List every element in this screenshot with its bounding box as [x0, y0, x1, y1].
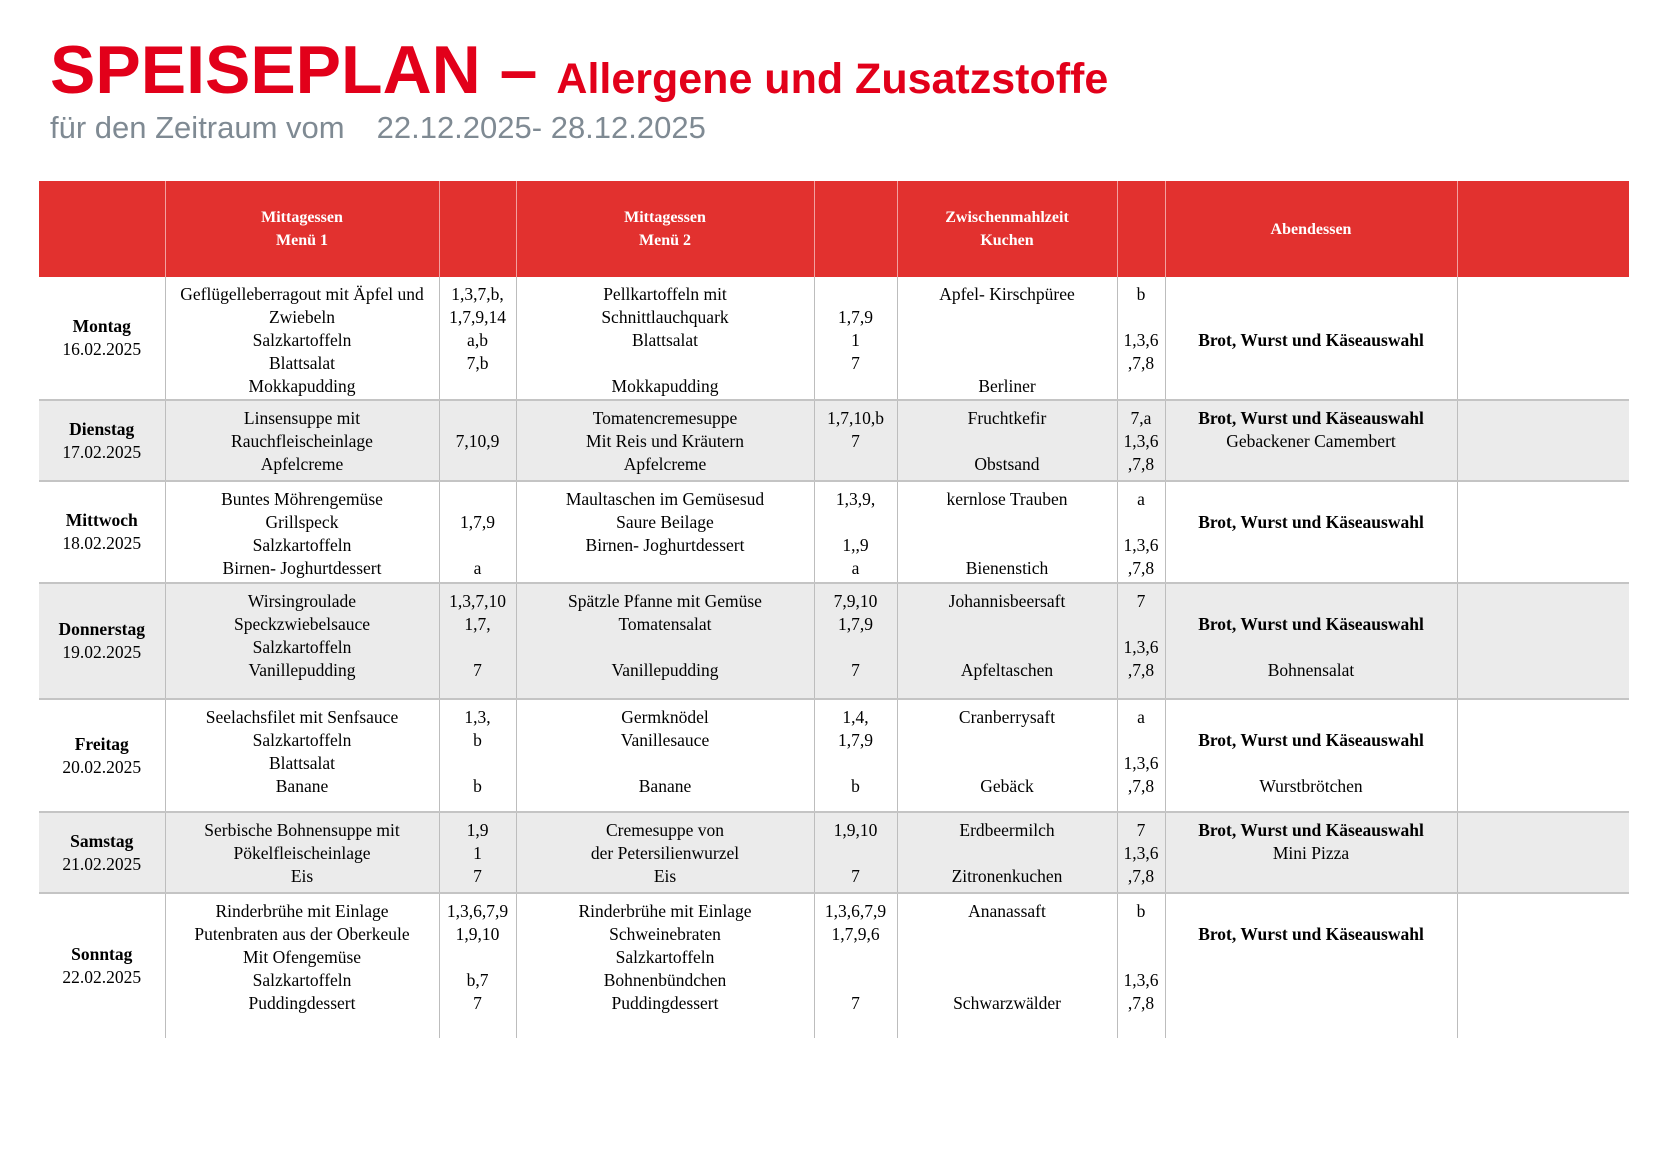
dinner-line: Brot, Wurst und Käseauswahl	[1198, 924, 1424, 944]
menu1-line: Putenbraten aus der Oberkeule	[194, 924, 410, 944]
dinner-line	[1168, 590, 1455, 613]
snack-line: Schwarzwälder	[953, 993, 1061, 1013]
menu2-cell	[516, 699, 814, 812]
period-label: für den Zeitraum vom	[50, 110, 345, 145]
menu2-cell	[516, 400, 814, 481]
menu2-code-line: 1,9,10	[833, 820, 878, 840]
menu2-line: der Petersilienwurzel	[590, 843, 740, 863]
snack-code-line	[1120, 729, 1163, 752]
dinner-cell	[1165, 812, 1457, 893]
menu2-line	[519, 636, 812, 659]
menu2-code-line: 7	[851, 866, 860, 886]
snack-code-line: 1,3,6	[1123, 330, 1159, 350]
menu2-line: Salzkartoffeln	[615, 947, 715, 967]
menu1-code-line	[442, 534, 514, 557]
day-row	[39, 277, 1629, 400]
snack-code-line: ,7,8	[1127, 558, 1155, 578]
menu1-line: Blattsalat	[268, 753, 336, 773]
menu2-line: Vanillepudding	[611, 660, 719, 680]
menu2-line: Birnen- Joghurtdessert	[585, 535, 745, 555]
menu1-line: Rauchfleischeinlage	[231, 431, 373, 451]
snack-code-line: 1,3,6	[1123, 431, 1159, 451]
snack-code-line	[1120, 923, 1163, 946]
snack-line	[900, 613, 1115, 636]
snack-line: Cranberrysaft	[958, 707, 1056, 727]
day-row	[39, 583, 1629, 699]
menu2-line: Banane	[638, 776, 692, 796]
snack-codes-cell	[1117, 277, 1165, 400]
snack-code-line: ,7,8	[1127, 660, 1155, 680]
day-date: 21.02.2025	[62, 853, 142, 874]
menu2-line: Bohnenbündchen	[603, 970, 727, 990]
header-extra	[1457, 181, 1629, 277]
menu1-code-line: 1,3,	[464, 707, 491, 727]
snack-line: Erdbeermilch	[959, 820, 1055, 840]
header-dinner: Abendessen	[1165, 181, 1457, 277]
dinner-line	[1168, 900, 1455, 923]
dinner-cell	[1165, 277, 1457, 400]
menu1-code-line: b,7	[466, 970, 489, 990]
menu1-codes-cell	[439, 583, 516, 699]
day-date: 18.02.2025	[62, 533, 142, 553]
snack-code-line	[1120, 946, 1163, 969]
header-menu2-codes	[814, 181, 897, 277]
dinner-line: Bohnensalat	[1267, 660, 1355, 680]
dinner-line: Gebackener Camembert	[1226, 431, 1396, 451]
menu1-code-line: 7	[473, 866, 482, 886]
menu2-code-line: 1,,9	[842, 535, 869, 555]
menu1-line: Geflügelleberragout mit Äpfel und	[180, 284, 424, 304]
page-header	[50, 30, 1108, 119]
dinner-line: Brot, Wurst und Käseauswahl	[1198, 820, 1424, 840]
snack-code-line	[1120, 613, 1163, 636]
menu1-code-line: 1,9	[466, 820, 489, 840]
menu1-line: Mit Ofengemüse	[242, 947, 362, 967]
menu1-cell	[165, 812, 439, 893]
snack-code-line: a	[1137, 489, 1145, 509]
menu2-line: Tomatensalat	[618, 614, 712, 634]
menu1-code-line: 1,7,9	[460, 512, 495, 532]
snack-code-line: 1,3,6	[1123, 843, 1159, 863]
day-date: 17.02.2025	[62, 441, 142, 462]
menu2-codes-cell	[814, 481, 897, 583]
menu2-code-line: 1,3,9,	[835, 489, 876, 509]
menu2-cell	[516, 277, 814, 400]
menu1-line: Puddingdessert	[248, 993, 356, 1013]
snack-line	[900, 752, 1115, 775]
table-header-row	[39, 181, 1629, 277]
title-subtitle: Allergene und Zusatzstoffe	[556, 55, 1109, 103]
dinner-cell	[1165, 400, 1457, 481]
snack-line	[900, 329, 1115, 352]
menu2-line: Tomatencremesuppe	[592, 408, 738, 428]
menu2-line: Saure Beilage	[616, 512, 714, 532]
snack-line	[900, 946, 1115, 969]
menu2-code-line: 7	[851, 431, 860, 451]
menu2-code-line: 1,7,9	[838, 614, 873, 634]
menu1-line: Apfelcreme	[260, 454, 344, 474]
snack-line	[900, 352, 1115, 375]
snack-line: kernlose Trauben	[946, 489, 1068, 509]
snack-codes-cell	[1117, 481, 1165, 583]
day-name: Sonntag	[71, 944, 133, 964]
menu2-cell	[516, 481, 814, 583]
header-menu1-codes	[439, 181, 516, 277]
title-main-text: SPEISEPLAN –	[50, 32, 538, 108]
header-snack: Zwischenmahlzeit Kuchen	[897, 181, 1117, 277]
menu2-code-line	[817, 946, 895, 969]
dinner-cell	[1165, 481, 1457, 583]
menu1-code-line	[442, 752, 514, 775]
menu2-code-line: 1,7,9	[838, 307, 873, 327]
menu1-code-line: 7,b	[466, 353, 489, 373]
snack-line	[900, 534, 1115, 557]
snack-line	[900, 430, 1115, 453]
day-date: 22.02.2025	[62, 967, 142, 987]
menu1-line: Birnen- Joghurtdessert	[222, 558, 382, 578]
menu2-codes-cell	[814, 893, 897, 1038]
snack-line	[900, 923, 1115, 946]
day-row	[39, 481, 1629, 583]
menu2-code-line	[817, 969, 895, 992]
menu2-codes-cell	[814, 583, 897, 699]
snack-line: Johannisbeersaft	[948, 591, 1066, 611]
header-snack-codes	[1117, 181, 1165, 277]
menu2-codes-cell	[814, 699, 897, 812]
extra-cell	[1457, 893, 1629, 1038]
dinner-line: Mini Pizza	[1272, 843, 1350, 863]
menu1-line: Salzkartoffeln	[252, 330, 352, 350]
snack-line: Gebäck	[980, 776, 1034, 796]
menu1-line: Buntes Möhrengemüse	[221, 489, 383, 509]
dinner-line	[1168, 306, 1455, 329]
snack-code-line	[1120, 511, 1163, 534]
snack-code-line	[1120, 306, 1163, 329]
dinner-line: Brot, Wurst und Käseauswahl	[1198, 730, 1424, 750]
menu1-line: Salzkartoffeln	[252, 637, 352, 657]
snack-code-line: 1,3,6	[1123, 535, 1159, 555]
menu1-code-line	[442, 946, 514, 969]
menu2-codes-cell	[814, 400, 897, 481]
extra-cell	[1457, 481, 1629, 583]
snack-line: Bienenstich	[965, 558, 1049, 578]
menu1-cell	[165, 400, 439, 481]
header-menu1: Mittagessen Menü 1	[165, 181, 439, 277]
snack-code-line: 1,3,6	[1123, 970, 1159, 990]
menu2-code-line: 7,9,10	[833, 591, 878, 611]
header-day	[39, 181, 165, 277]
menu2-code-line: 1,4,	[842, 707, 869, 727]
day-cell	[39, 699, 165, 812]
snack-code-line: ,7,8	[1127, 866, 1155, 886]
snack-code-line: 7	[1136, 591, 1146, 611]
menu1-line: Blattsalat	[268, 353, 336, 373]
day-cell	[39, 481, 165, 583]
day-row	[39, 400, 1629, 481]
snack-cell	[897, 277, 1117, 400]
menu1-line: Wirsingroulade	[247, 591, 357, 611]
extra-cell	[1457, 812, 1629, 893]
menu2-cell	[516, 583, 814, 699]
menu2-line: Schweinebraten	[609, 924, 721, 944]
snack-codes-cell	[1117, 583, 1165, 699]
menu2-line: Maultaschen im Gemüsesud	[565, 489, 765, 509]
snack-code-line: a	[1137, 707, 1145, 727]
dinner-cell	[1165, 699, 1457, 812]
menu2-code-line: a	[851, 558, 860, 578]
dinner-line: Brot, Wurst und Käseauswahl	[1198, 614, 1424, 634]
snack-line	[900, 306, 1115, 329]
menu1-line: Seelachsfilet mit Senfsauce	[205, 707, 399, 727]
menu1-line: Grillspeck	[265, 512, 339, 532]
menu2-line	[519, 352, 812, 375]
snack-line	[900, 842, 1115, 865]
menu2-code-line: 1	[851, 330, 860, 350]
dinner-line	[1168, 283, 1455, 306]
extra-cell	[1457, 277, 1629, 400]
menu2-line: Pellkartoffeln mit	[603, 284, 727, 304]
menu1-code-line: 1,3,7,b,	[451, 284, 504, 304]
menu1-code-line	[442, 488, 514, 511]
menu1-code-line	[442, 636, 514, 659]
menu1-line: Speckzwiebelsauce	[233, 614, 371, 634]
snack-code-line: ,7,8	[1127, 776, 1155, 796]
menu1-codes-cell	[439, 277, 516, 400]
dinner-line: Wurstbrötchen	[1259, 776, 1363, 796]
snack-codes-cell	[1117, 812, 1165, 893]
period-line	[50, 110, 706, 146]
snack-cell	[897, 481, 1117, 583]
menu1-code-line: 7,10,9	[455, 431, 500, 451]
menu1-code-line: a	[473, 558, 482, 578]
menu2-code-line	[817, 283, 895, 306]
snack-line: Obstsand	[974, 454, 1040, 474]
extra-cell	[1457, 400, 1629, 481]
menu2-cell	[516, 893, 814, 1038]
menu1-line: Salzkartoffeln	[252, 730, 352, 750]
dinner-line	[1168, 706, 1455, 729]
menu2-line: Cremesuppe von	[605, 820, 725, 840]
menu1-line: Vanillepudding	[248, 660, 356, 680]
menu1-line: Rinderbrühe mit Einlage	[215, 901, 389, 921]
menu1-code-line: a,b	[467, 330, 488, 350]
dinner-line: Brot, Wurst und Käseauswahl	[1198, 512, 1424, 532]
menu2-line: Mokkapudding	[611, 376, 719, 396]
menu2-code-line: 1,7,10,b	[827, 408, 884, 428]
snack-line: Zitronenkuchen	[951, 866, 1063, 886]
snack-code-line: 7	[1136, 820, 1146, 840]
day-date: 19.02.2025	[62, 642, 142, 662]
menu2-code-line: 7	[851, 993, 860, 1013]
menu1-cell	[165, 893, 439, 1038]
snack-line: Berliner	[978, 376, 1036, 396]
menu1-code-line: 1	[473, 843, 482, 863]
day-date: 20.02.2025	[62, 756, 142, 777]
menu1-line: Eis	[290, 866, 314, 886]
menu2-code-line: 7	[851, 353, 860, 373]
menu2-line: Germknödel	[621, 707, 709, 727]
menu-table	[39, 181, 1629, 1038]
menu2-code-line	[817, 511, 895, 534]
menu1-code-line: 1,7,	[464, 614, 491, 634]
menu1-codes-cell	[439, 893, 516, 1038]
day-cell	[39, 812, 165, 893]
menu1-code-line: 1,3,7,10	[449, 591, 506, 611]
menu2-line: Apfelcreme	[623, 454, 707, 474]
page-title	[50, 30, 1108, 119]
snack-line	[900, 729, 1115, 752]
snack-cell	[897, 699, 1117, 812]
menu2-code-line	[817, 752, 895, 775]
day-row	[39, 893, 1629, 1038]
menu1-code-line: b	[473, 776, 482, 796]
day-name: Dienstag	[69, 418, 135, 439]
menu1-code-line: 7	[473, 660, 482, 680]
menu1-cell	[165, 277, 439, 400]
snack-line: Apfel- Kirschpüree	[939, 284, 1075, 304]
dinner-cell	[1165, 893, 1457, 1038]
header-menu2: Mittagessen Menü 2	[516, 181, 814, 277]
menu2-line	[519, 752, 812, 775]
menu2-code-line: 1,7,9,6	[831, 924, 880, 944]
menu1-line: Salzkartoffeln	[252, 535, 352, 555]
snack-code-line: ,7,8	[1127, 353, 1155, 373]
day-cell	[39, 893, 165, 1038]
menu1-cell	[165, 481, 439, 583]
menu2-code-line: 1,7,9	[838, 730, 873, 750]
extra-cell	[1457, 699, 1629, 812]
day-cell	[39, 400, 165, 481]
dinner-line: Brot, Wurst und Käseauswahl	[1198, 408, 1424, 428]
day-date: 16.02.2025	[62, 339, 142, 359]
day-name: Freitag	[74, 733, 129, 754]
menu1-cell	[165, 699, 439, 812]
snack-codes-cell	[1117, 893, 1165, 1038]
menu1-code-line: 1,9,10	[455, 924, 500, 944]
day-name: Samstag	[70, 830, 134, 851]
menu1-codes-cell	[439, 400, 516, 481]
snack-line: Apfeltaschen	[960, 660, 1054, 680]
extra-cell	[1457, 583, 1629, 699]
menu1-codes-cell	[439, 812, 516, 893]
menu2-line: Puddingdessert	[611, 993, 719, 1013]
snack-code-line: 1,3,6	[1123, 753, 1159, 773]
menu1-codes-cell	[439, 699, 516, 812]
menu1-line: Salzkartoffeln	[252, 970, 352, 990]
menu1-line: Banane	[275, 776, 329, 796]
snack-cell	[897, 812, 1117, 893]
snack-line	[900, 969, 1115, 992]
dinner-cell	[1165, 583, 1457, 699]
menu2-line: Vanillesauce	[620, 730, 710, 750]
day-name: Mittwoch	[65, 510, 138, 530]
menu2-line: Eis	[653, 866, 677, 886]
dinner-line: Brot, Wurst und Käseauswahl	[1198, 330, 1424, 350]
menu2-line: Rinderbrühe mit Einlage	[578, 901, 752, 921]
period-dates: 22.12.2025- 28.12.2025	[376, 110, 706, 145]
menu1-code-line: b	[473, 730, 482, 750]
day-cell	[39, 583, 165, 699]
snack-codes-cell	[1117, 699, 1165, 812]
menu1-line: Zwiebeln	[268, 307, 336, 327]
dinner-line	[1168, 752, 1455, 775]
menu2-code-line: 1,3,6,7,9	[824, 901, 887, 921]
day-name: Montag	[72, 316, 131, 336]
snack-line	[900, 636, 1115, 659]
menu2-line: Spätzle Pfanne mit Gemüse	[568, 591, 762, 611]
snack-code-line: 1,3,6	[1123, 637, 1159, 657]
dinner-line	[1168, 488, 1455, 511]
menu1-code-line: 1,3,6,7,9	[446, 901, 509, 921]
menu2-code-line: b	[851, 776, 860, 796]
menu1-codes-cell	[439, 481, 516, 583]
snack-code-line: b	[1136, 901, 1146, 921]
snack-cell	[897, 893, 1117, 1038]
menu1-line: Serbische Bohnensuppe mit	[204, 820, 400, 840]
snack-code-line: ,7,8	[1127, 993, 1155, 1013]
snack-code-line: b	[1136, 284, 1146, 304]
menu2-line: Schnittlauchquark	[601, 307, 729, 327]
menu2-codes-cell	[814, 812, 897, 893]
snack-line: Fruchtkefir	[967, 408, 1047, 428]
menu2-line: Blattsalat	[631, 330, 699, 350]
menu2-codes-cell	[814, 277, 897, 400]
menu1-code-line: 1,7,9,14	[449, 307, 506, 327]
day-name: Donnerstag	[58, 619, 146, 639]
snack-line	[900, 511, 1115, 534]
snack-codes-cell	[1117, 400, 1165, 481]
menu2-code-line	[817, 636, 895, 659]
day-cell	[39, 277, 165, 400]
menu1-code-line	[442, 407, 514, 430]
dinner-line	[1168, 636, 1455, 659]
snack-cell	[897, 400, 1117, 481]
menu1-line: Mokkapudding	[248, 376, 356, 396]
menu2-cell	[516, 812, 814, 893]
snack-code-line: 7,a	[1130, 408, 1152, 428]
menu1-line: Pökelfleischeinlage	[233, 843, 371, 863]
snack-cell	[897, 583, 1117, 699]
menu2-code-line	[817, 842, 895, 865]
day-row	[39, 812, 1629, 893]
menu1-code-line: 7	[473, 993, 482, 1013]
snack-code-line: ,7,8	[1127, 454, 1155, 474]
menu-table-body	[39, 277, 1629, 1038]
menu1-line: Linsensuppe mit	[243, 408, 361, 428]
menu2-code-line: 7	[851, 660, 860, 680]
menu1-cell	[165, 583, 439, 699]
day-row	[39, 699, 1629, 812]
snack-line: Ananassaft	[968, 901, 1046, 921]
menu2-line: Mit Reis und Kräutern	[586, 431, 744, 451]
